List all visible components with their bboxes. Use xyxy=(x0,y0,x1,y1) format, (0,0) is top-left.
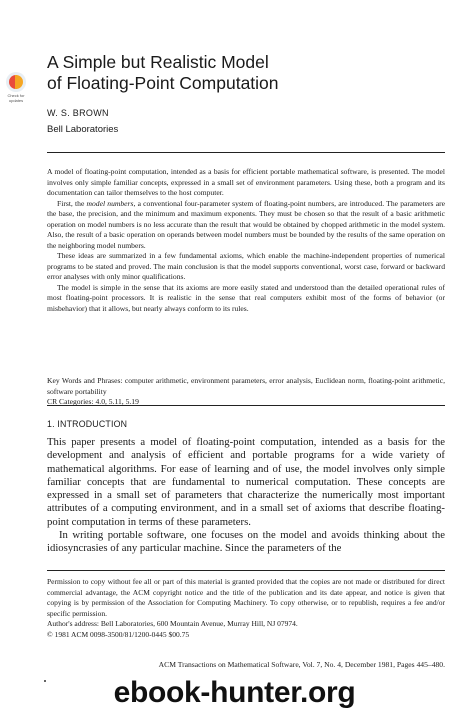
section-heading: 1. INTRODUCTION xyxy=(47,419,128,429)
abstract-paragraph-3: These ideas are summarized in a few fundamental axioms, which enable the machine-independent properties of numerical programs to be stated and proved. The main conclusion is that the model supports conventional, worst case, forward or backward error analyses with only minor qualifications. xyxy=(47,251,445,281)
abstract-paragraph-2 xyxy=(47,199,445,252)
keywords: Key Words and Phrases: computer arithmetic, environment parameters, error analysis, Euclidean norm, floating-point arithmetic, software portability xyxy=(47,376,445,396)
journal-citation: ACM Transactions on Mathematical Software, Vol. 7, No. 4, December 1981, Pages 445–480. xyxy=(158,660,445,669)
watermark-text: ebook-hunter.org xyxy=(113,676,356,709)
body-paragraph-2: In writing portable software, one focuses on the model and avoids thinking about the idiosyncrasies of any particular machine. Since the parameters of the xyxy=(47,529,445,555)
keywords-block xyxy=(47,376,445,408)
permission-notice: Permission to copy without fee all or part of this material is granted provided that the copies are not made or distributed for direct commercial advantage, the ACM copyright notice and the title of the publication and its date appear, and notice is given that copying is by permission of the Association for Computing Machinery. To copy otherwise, or to republish, requires a fee and/or specific permission. xyxy=(47,577,445,618)
abstract-top-rule xyxy=(47,152,445,153)
author-address: Author's address: Bell Laboratories, 600 Mountain Avenue, Murray Hill, NJ 07974. xyxy=(47,619,298,629)
title-line-2: of Floating-Point Computation xyxy=(47,73,279,93)
abstract xyxy=(47,167,445,314)
footnote-rule xyxy=(47,570,445,571)
badge-label: Check for updates xyxy=(7,93,25,103)
abstract-paragraph-4: The model is simple in the sense that its axioms are more easily stated and understood than the detailed operational rules of most floating-point processors. It is realistic in the sense that real computers exhibit most of the forms of behavior (or misbehavior) that it allows, but nearly always conform to its rules. xyxy=(47,282,445,313)
introduction-body xyxy=(47,436,445,556)
copyright-line: © 1981 ACM 0098-3500/81/1200-0445 $00.75 xyxy=(47,629,190,639)
check-for-updates-badge[interactable] xyxy=(4,72,28,103)
abstract-text: , a conventional four-parameter system of floating-point numbers, are introduced. The parameters are the base, the precision, and the minimum and maximum exponents. They must be chosen so that the result of a basic arithmetic operation on model numbers is no less accurate than the result that would be obtained by chopped arithmetic in the model system. Also, the result of a basic operation on operands between model numbers must be bounded by the results of the same operation on the neighboring model numbers. xyxy=(47,198,445,250)
footnote-block xyxy=(47,577,445,641)
emphasis-text: model numbers xyxy=(86,198,134,208)
crossmark-icon xyxy=(6,72,26,92)
paper-title xyxy=(47,52,377,94)
abstract-text: First, the xyxy=(57,198,87,208)
author-name: W. S. BROWN xyxy=(47,108,109,118)
body-paragraph-1: This paper presents a model of floating-point computation, intended as a basis for the development and analysis of efficient and portable programs for a wide variety of mathematical algorithms. For ease of learning and of use, the model involves only simple familiar concepts that are fundamental to numerical computation. These concepts are expressed in a small set of parameters that characterize the numerically most important attributes of a computing environment, and in a small set of axioms that describe floating-point computation in terms of these parameters. xyxy=(47,436,445,528)
author-affiliation: Bell Laboratories xyxy=(47,124,119,135)
abstract-bottom-rule xyxy=(47,405,445,406)
abstract-paragraph-1: A model of floating-point computation, intended as a basis for efficient portable mathematical software, is presented. The model involves only simple familiar concepts, expressed in a small set of environment parameters. Using these, both a program and its documentation can tailor themselves to the host computer. xyxy=(47,167,445,197)
title-line-1: A Simple but Realistic Model xyxy=(47,52,269,72)
cr-categories: CR Categories: 4.0, 5.11, 5.19 xyxy=(47,397,139,406)
